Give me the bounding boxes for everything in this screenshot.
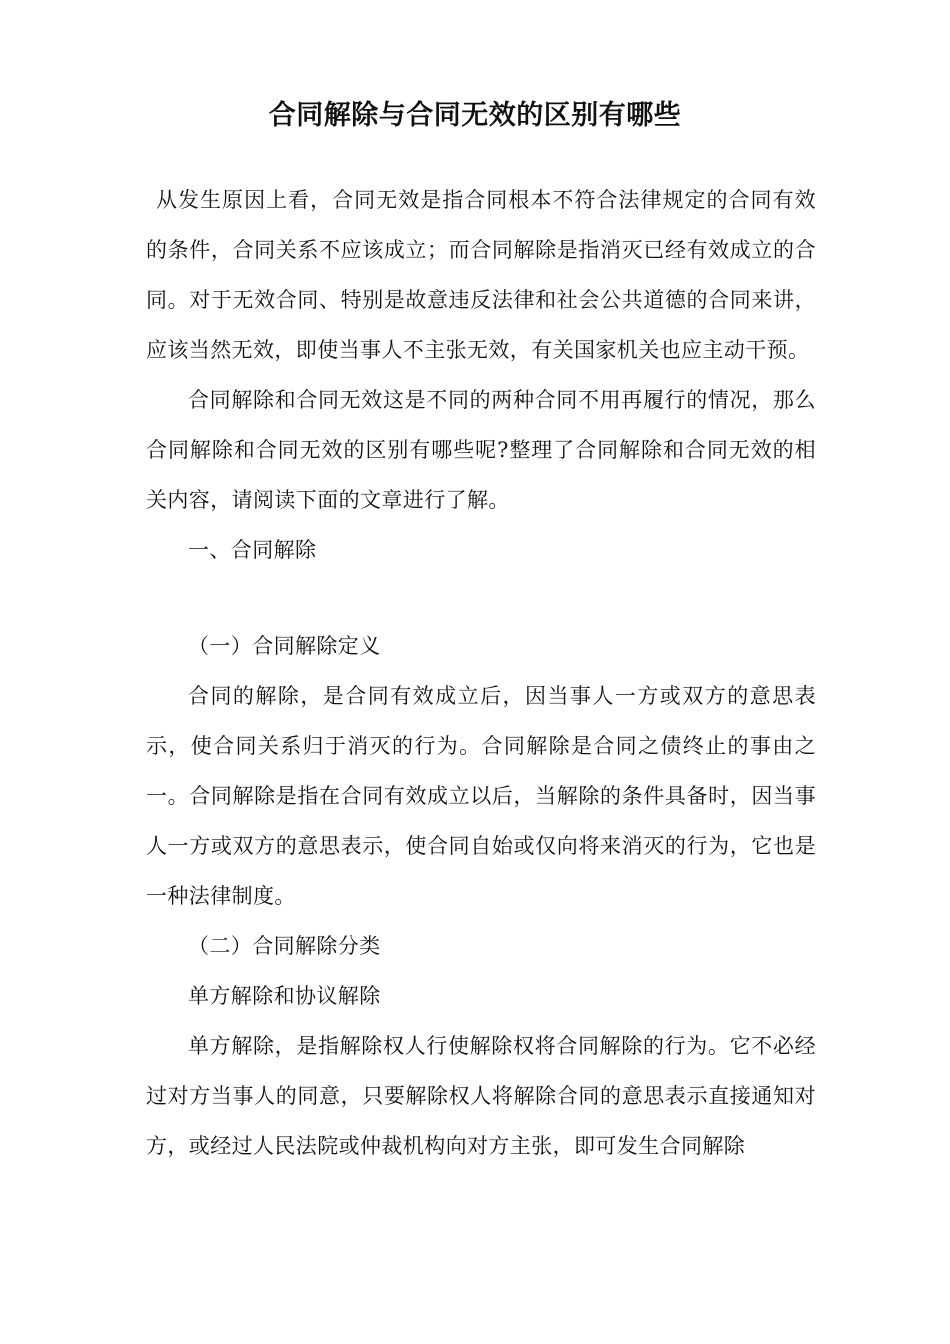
paragraph-introduction: 合同解除和合同无效这是不同的两种合同不用再履行的情况，那么合同解除和合同无效的区别有哪些呢?整理了合同解除和合同无效的相关内容，请阅读下面的文章进行了解。 bbox=[146, 388, 816, 512]
paragraph-unilateral-termination: 单方解除，是指解除权人行使解除权将合同解除的行为。它不必经过对方当事人的同意，只要解除权人将解除合同的意思表示直接通知对方，或经过人民法院或仲裁机构向对方主张，即可发生合同解除 bbox=[146, 1034, 816, 1158]
subheading-unilateral-and-agreed: 单方解除和协议解除 bbox=[188, 984, 381, 1008]
subheading-termination-types: （二）合同解除分类 bbox=[188, 934, 381, 958]
document-title: 合同解除与合同无效的区别有哪些 bbox=[268, 100, 682, 131]
paragraph-termination-definition: 合同的解除，是合同有效成立后，因当事人一方或双方的意思表示，使合同关系归于消灭的行为。合同解除是合同之债终止的事由之一。合同解除是指在合同有效成立以后，当解除的条件具备时，因当事人一方或双方的意思表示，使合同自始或仅向将来消灭的行为，它也是一种法律制度。 bbox=[146, 684, 816, 908]
document-body bbox=[146, 175, 816, 1171]
paragraph-cause-comparison: 从发生原因上看，合同无效是指合同根本不符合法律规定的合同有效的条件，合同关系不应该成立；而合同解除是指消灭已经有效成立的合同。对于无效合同、特别是故意违反法律和社会公共道德的合同来讲，应该当然无效，即使当事人不主张无效，有关国家机关也应主动干预。 bbox=[146, 188, 816, 362]
subheading-termination-definition: （一）合同解除定义 bbox=[188, 634, 381, 658]
blank-line bbox=[146, 575, 816, 621]
section-heading-contract-termination: 一、合同解除 bbox=[188, 538, 317, 562]
